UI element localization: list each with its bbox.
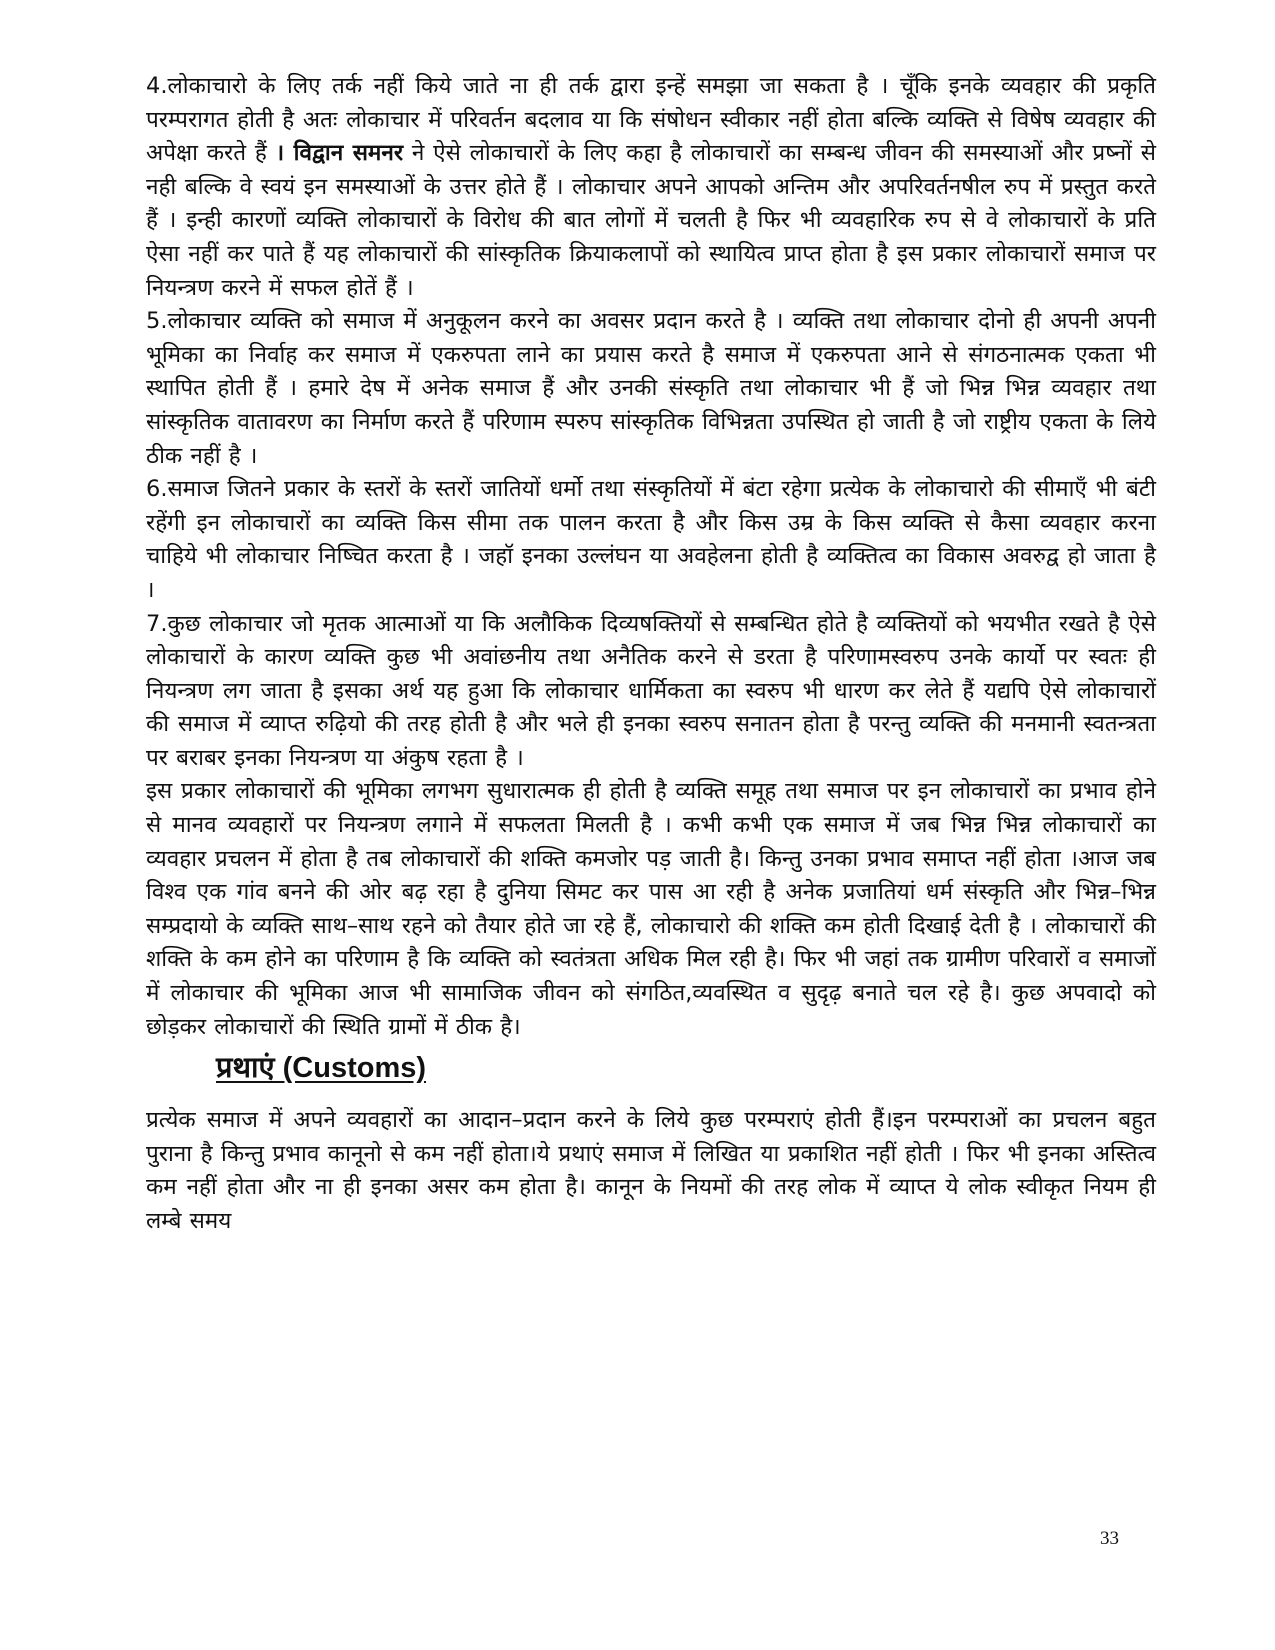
paragraph-summary: इस प्रकार लोकाचारों की भूमिका लगभग सुधारात्मक ही होती है व्यक्ति समूह तथा समाज पर इन लोकाचारों का प्रभाव होने से मानव व्यवहारों पर नियन्त्रण लगाने में सफलता मिलती है । कभी कभी एक समाज में जब भिन्न भिन्न लोकाचारों का व्यवहार प्रचलन में होता है तब लोकाचारों की शक्ति कमजोर पड़ जाती है। किन्तु उनका प्रभाव समाप्त नहीं होता ।आज जब विश्व एक गांव बनने की ओर बढ़ रहा है दुनिया सिमट कर पास आ रही है अनेक प्रजातियां धर्म संस्कृति और भिन्न–भिन्न सम्प्रदायो के व्यक्ति साथ–साथ रहने को तैयार होते जा रहे हैं, लोकाचारो की शक्ति कम होती दिखाई देती है । लोकाचारों की शक्ति के कम होने का परिणाम है कि व्यक्ति को स्वतंत्रता अधिक मिल रही है। फिर भी जहां तक ग्रामीण परिवारों व समाजों में लोकाचार की भूमिका आज भी सामाजिक जीवन को संगठित,व्यवस्थित व सुदृढ़ बनाते चल रहे है। कुछ अपवादो को छोड़कर लोकाचारों की स्थिति ग्रामों में ठीक है। (146, 778, 1156, 1040)
section-heading-customs: प्रथाएं (Customs) (216, 1052, 427, 1085)
document-page (146, 70, 1156, 1239)
page-number: 33 (1100, 1528, 1119, 1549)
scholar-sumner-bold: । विद्वान समनर (275, 140, 404, 167)
paragraph-point-4 (146, 70, 1156, 305)
paragraph-point-4-text-2: ने ऐसे लोकाचारों के लिए कहा है लोकाचारों का सम्बन्ध जीवन की समस्याओं और प्रष्नों से नही बल्कि वे स्वयं इन समस्याओं के उत्तर होते हैं । लोकाचार अपने आपको अन्तिम और अपरिवर्तनषील रुप में प्रस्तुत करते हैं । इन्ही कारणों व्यक्ति लोकाचारों के विरोध की बात लोगों में चलती है फिर भी व्यवहारिक रुप से वे लोकाचारों के प्रति ऐसा नहीं कर पाते हैं यह लोकाचारों की सांस्कृतिक क्रियाकलापों को स्थायित्व प्राप्त होता है इस प्रकार लोकाचारों समाज पर नियन्त्रण करने में सफल होतें हैं । (146, 140, 1157, 301)
section-heading-wrap (216, 1048, 1156, 1094)
paragraph-customs-intro: प्रत्येक समाज में अपने व्यवहारों का आदान–प्रदान करने के लिये कुछ परम्पराएं होती हैं।इन परम्पराओं का प्रचलन बहुत पुराना है किन्तु प्रभाव कानूनो से कम नहीं होता।ये प्रथाएं समाज में लिखित या प्रकाशित नहीं होती । फिर भी इनका अस्तित्व कम नहीं होता और ना ही इनका असर कम होता है। कानून के नियमों की तरह लोक में व्याप्त ये लोक स्वीकृत नियम ही लम्बे समय (146, 1107, 1156, 1234)
paragraph-point-7: 7.कुछ लोकाचार जो मृतक आत्माओं या कि अलौकिक दिव्यषक्तियों से सम्बन्धित होते है व्यक्तियों को भयभीत रखते है ऐसे लोकाचारों के कारण व्यक्ति कुछ भी अवांछनीय तथा अनैतिक करने से डरता है परिणामस्वरुप उनके कार्यो पर स्वतः ही नियन्त्रण लग जाता है इसका अर्थ यह हुआ कि लोकाचार धार्मिकता का स्वरुप भी धारण कर लेते हैं यद्यपि ऐसे लोकाचारों की समाज में व्याप्त रुढ़ियो की तरह होती है और भले ही इनका स्वरुप सनातन होता है परन्तु व्यक्ति की मनमानी स्वतन्त्रता पर बराबर इनका नियन्त्रण या अंकुष रहता है । (146, 610, 1156, 771)
paragraph-point-5: 5.लोकाचार व्यक्ति को समाज में अनुकूलन करने का अवसर प्रदान करते है । व्यक्ति तथा लोकाचार दोनो ही अपनी अपनी भूमिका का निर्वाह कर समाज में एकरुपता लाने का प्रयास करते है समाज में एकरुपता आने से संगठनात्मक एकता भी स्थापित होती हैं । हमारे देष में अनेक समाज हैं और उनकी संस्कृति तथा लोकाचार भी हैं जो भिन्न भिन्न व्यवहार तथा सांस्कृतिक वातावरण का निर्माण करते हैं परिणाम स्परुप सांस्कृतिक विभिन्नता उपस्थित हो जाती है जो राष्ट्रीय एकता के लिये ठीक नहीं है । (146, 308, 1156, 469)
paragraph-point-4-text-1: 4.लोकाचारो के लिए तर्क नहीं किये जाते ना ही तर्क द्वारा इन्हें समझा जा सकता है । चूँकि इनके व्यवहार की प्रकृति परम्परागत होती है अतः लोकाचार में परिवर्तन बदलाव या कि संषोधन स्वीकार नहीं होता बल्कि व्यक्ति से विषेष व्यवहार की अपेक्षा करते हैं (146, 73, 1156, 167)
paragraph-point-6: 6.समाज जितने प्रकार के स्तरों के स्तरों जातियों धर्मो तथा संस्कृतियों में बंटा रहेगा प्रत्येक के लोकाचारो की सीमाएँ भी बंटी रहेंगी इन लोकाचारों का व्यक्ति किस सीमा तक पालन करता है और किस उम्र के किस व्यक्ति से कैसा व्यवहार करना चाहिये भी लोकाचार निष्चित करता है । जहॉ इनका उल्लंघन या अवहेलना होती है व्यक्तित्व का विकास अवरुद्व हो जाता है । (146, 476, 1156, 603)
